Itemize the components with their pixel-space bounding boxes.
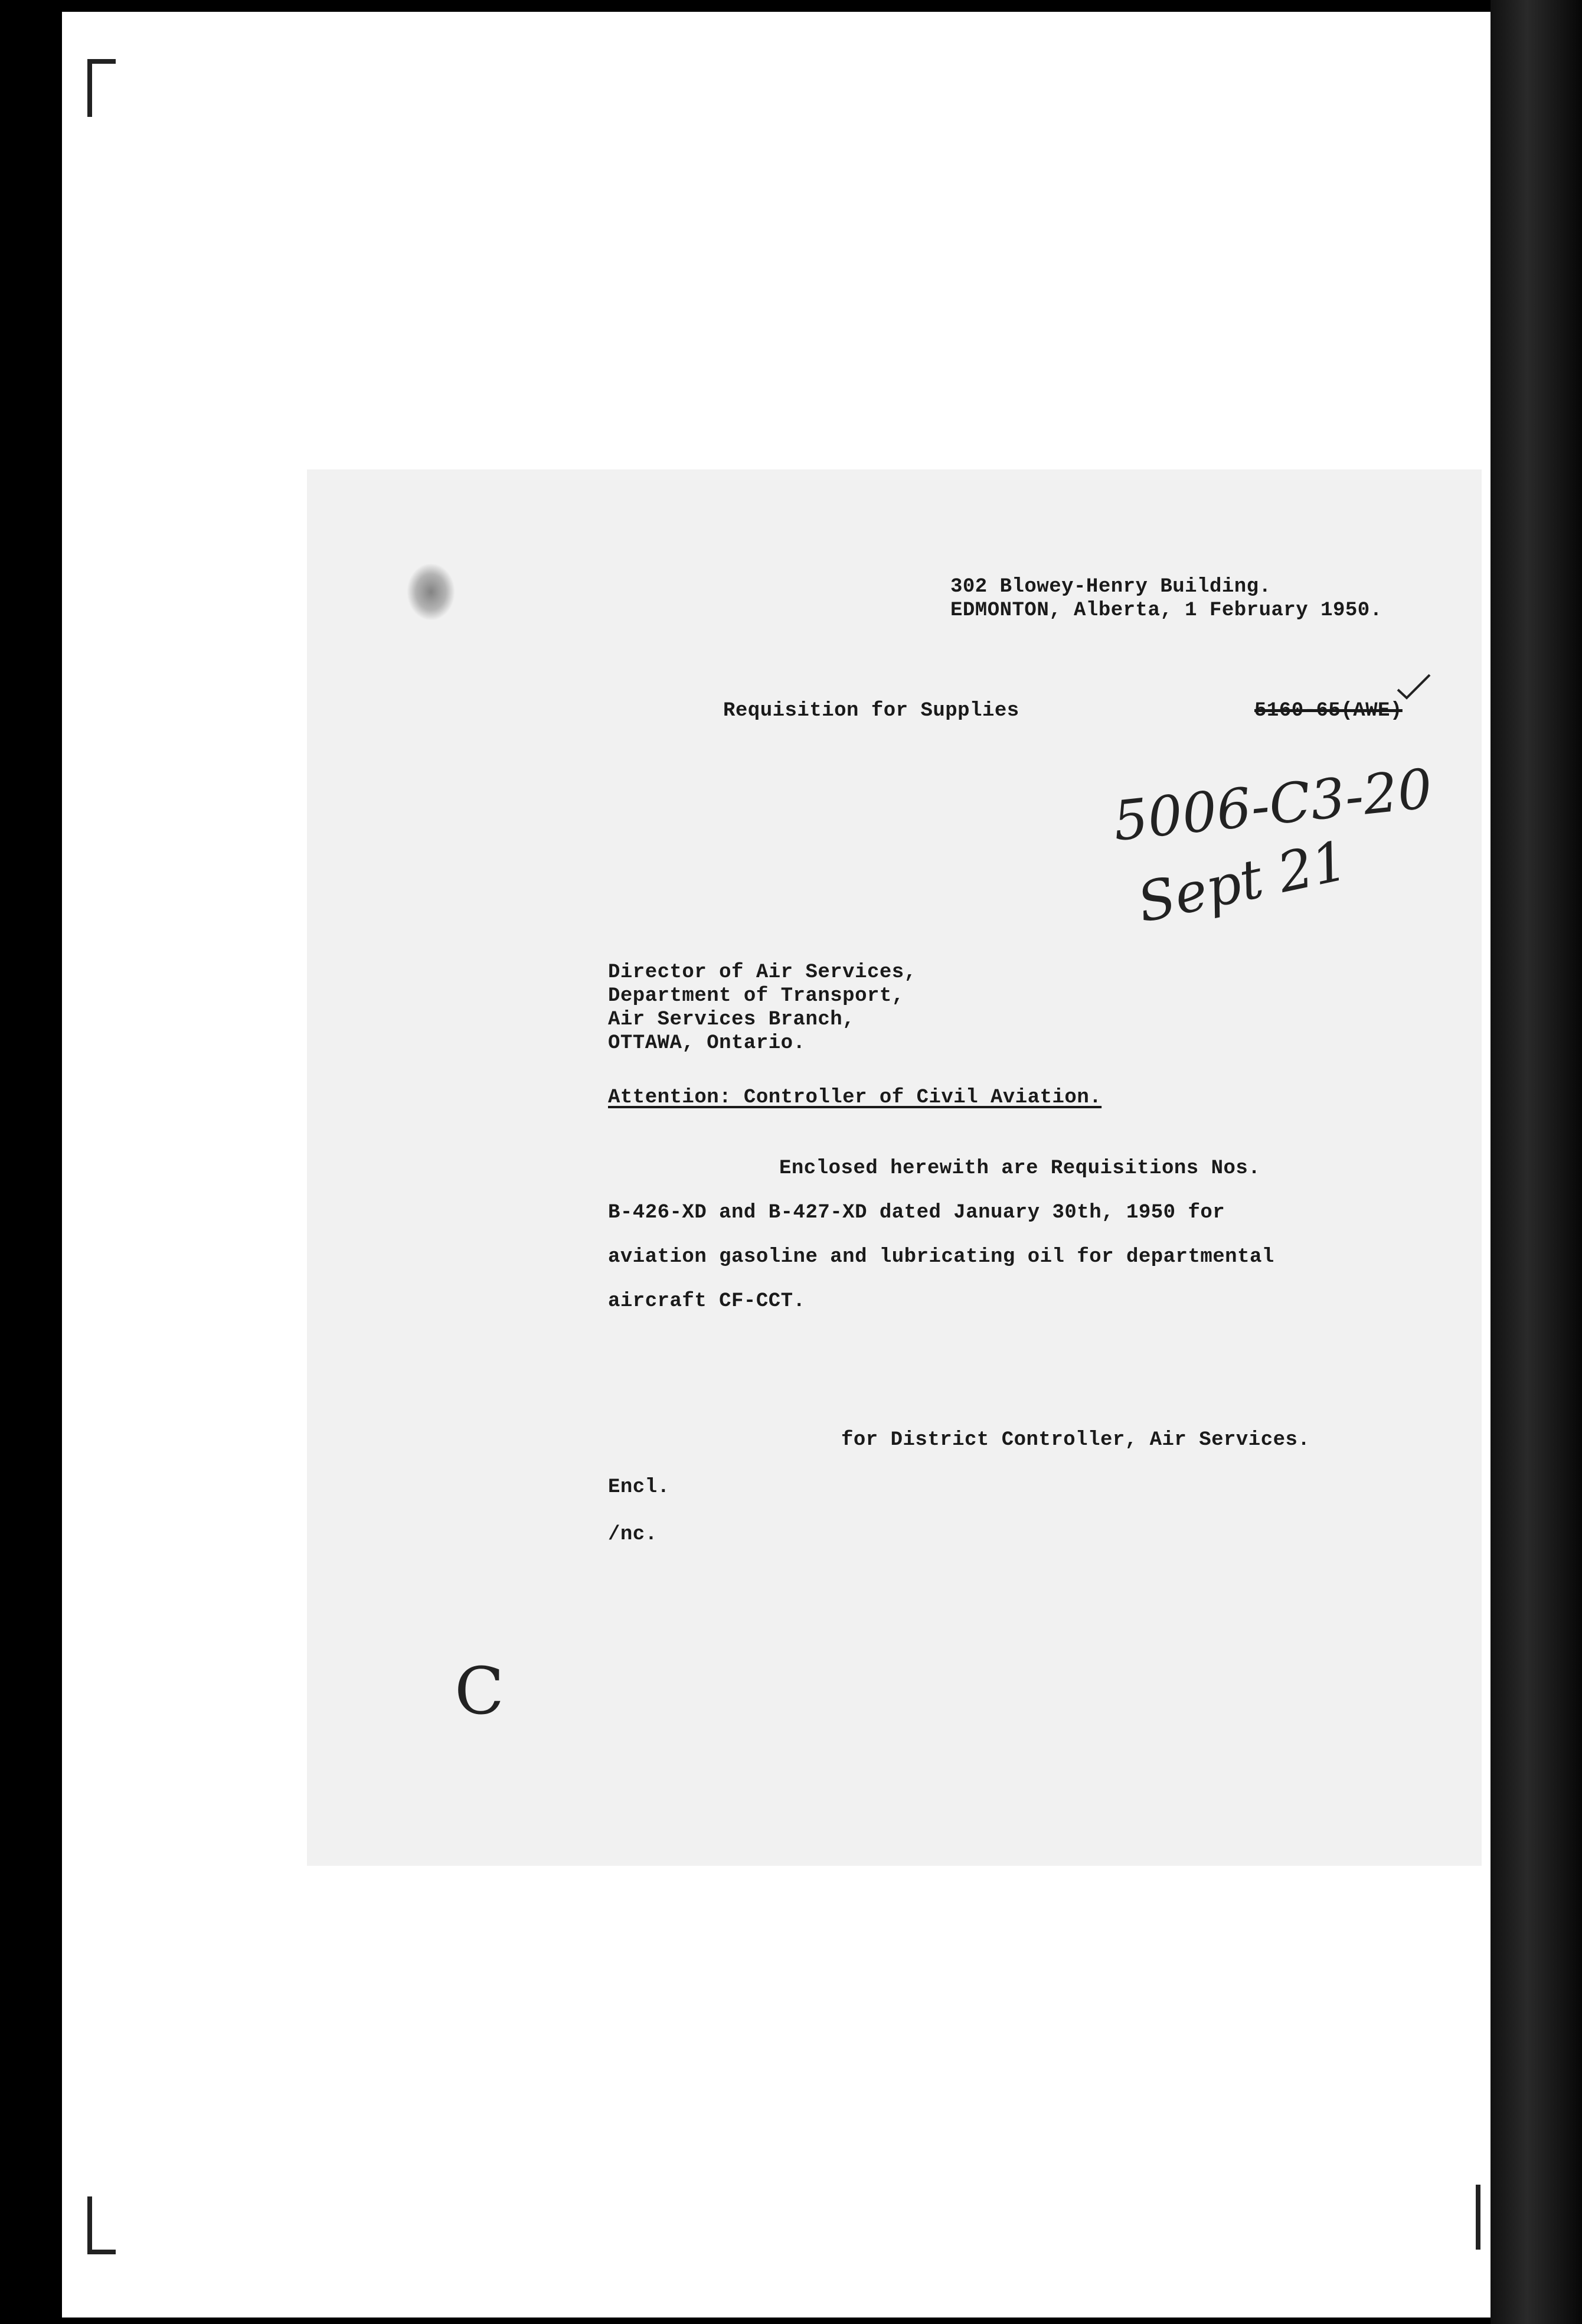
attention-line: Attention: Controller of Civil Aviation. [608, 1086, 1102, 1109]
recipient-line2: Department of Transport, [608, 985, 904, 1007]
film-edge-strip [1491, 0, 1582, 2324]
handwritten-date: Sept 21 [1132, 828, 1353, 935]
ink-smudge [407, 564, 455, 620]
corner-mark-bottom-right [1464, 2185, 1480, 2250]
file-number-struck: 5160-65(AWE) [1254, 700, 1403, 722]
body-line4: aircraft CF-CCT. [608, 1290, 806, 1313]
corner-mark-bottom-left [87, 2196, 116, 2254]
body-line1: Enclosed herewith are Requisitions Nos. [779, 1157, 1261, 1180]
typist-initials: /nc. [608, 1523, 658, 1546]
body-line3: aviation gasoline and lubricating oil for departmental [608, 1246, 1274, 1268]
subject-title: Requisition for Supplies [723, 700, 1019, 722]
check-mark-icon [1396, 673, 1431, 700]
letterhead-address-line2: EDMONTON, Alberta, 1 February 1950. [950, 599, 1382, 622]
enclosure-note: Encl. [608, 1476, 670, 1499]
signature-line: for District Controller, Air Services. [841, 1429, 1310, 1451]
recipient-line3: Air Services Branch, [608, 1008, 855, 1031]
recipient-line4: OTTAWA, Ontario. [608, 1032, 806, 1055]
corner-mark-top-left [87, 59, 116, 117]
body-line2: B-426-XD and B-427-XD dated January 30th, 1950 for [608, 1202, 1225, 1224]
handwritten-letter-c: C [455, 1653, 505, 1729]
letterhead-address-line1: 302 Blowey-Henry Building. [950, 576, 1272, 598]
handwritten-file-number: 5006-C3-20 [1110, 756, 1436, 854]
recipient-line1: Director of Air Services, [608, 961, 917, 984]
